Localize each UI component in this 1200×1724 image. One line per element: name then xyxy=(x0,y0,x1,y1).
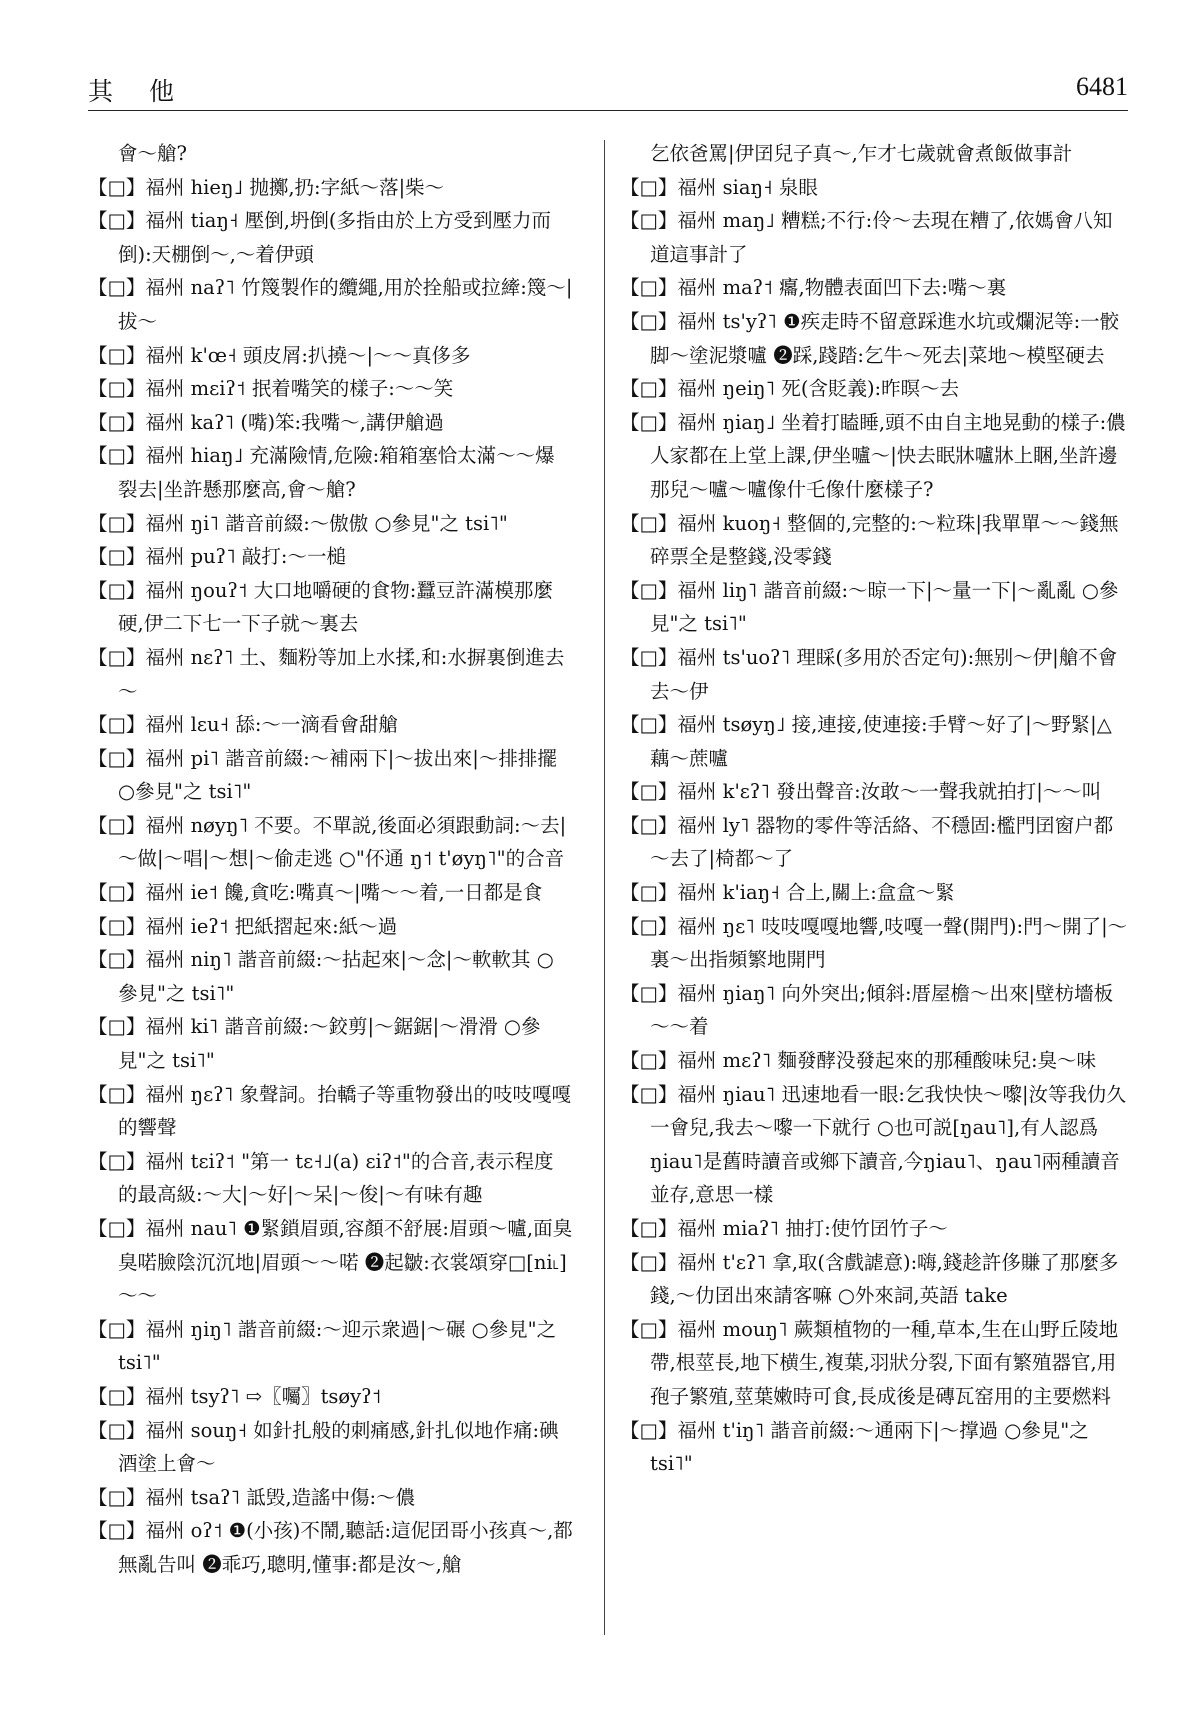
dictionary-entry: 【□】福州 kuoŋ˧ 整個的,完整的:～粒珠|我單單～～錢無碎票全是整錢,没零錢 xyxy=(620,511,1119,569)
dictionary-entry: 【□】福州 tsøyŋ˩ 接,連接,使連接:手臂～好了|～野緊|△藕～蔗嚧 xyxy=(620,713,1112,770)
dictionary-entry: 【□】福州 mɛʔ˥ 麵發酵没發起來的那種酸味兒:臭～味 xyxy=(620,1049,1097,1073)
dictionary-entry: 【□】福州 mouŋ˥ 蕨類植物的一種,草本,生在山野丘陵地帶,根莖長,地下横生,複葉,羽狀分裂,下面有繁殖器官,用孢子繁殖,莖葉嫩時可食,長成後是磚瓦窑用的主要燃料 xyxy=(620,1317,1119,1408)
dictionary-entry: 【□】福州 mɛiʔ˦ 抿着嘴笑的樣子:～～笑 xyxy=(88,377,454,401)
right-column xyxy=(620,137,1128,1481)
dictionary-entry: 【□】福州 ieʔ˦ 把紙摺起來:紙～過 xyxy=(88,914,398,938)
dictionary-entry: 【□】福州 ŋɛʔ˥ 象聲詞。抬轎子等重物發出的吱吱嘎嘎的響聲 xyxy=(88,1082,572,1140)
dictionary-entry: 【□】福州 ki˥ 諧音前綴:～鉸剪|～鋸鋸|～滑滑 ○參見"之 tsi˥" xyxy=(88,1015,541,1073)
dictionary-entry: 【□】福州 ŋiaŋ˥ 向外突出;傾斜:厝屋檐～出來|壁枋墻板～～着 xyxy=(620,981,1114,1039)
dictionary-entry: 【□】福州 tsaʔ˥ 詆毁,造謠中傷:～儂 xyxy=(88,1485,416,1509)
dictionary-entry: 【□】福州 k'œ˧ 頭皮屑:扒撓～|～～真侈多 xyxy=(88,343,471,367)
dictionary-entry: 【□】福州 nɛʔ˥ 土、麵粉等加上水揉,和:水摒裏倒進去～ xyxy=(88,645,565,703)
page-number: 6481 xyxy=(1076,72,1128,101)
dictionary-entry: 【□】福州 miaʔ˥ 抽打:使竹囝竹子～ xyxy=(620,1217,948,1240)
dictionary-entry: 【□】福州 hieŋ˩ 抛擲,扔:字紙～落|柴～ xyxy=(88,175,445,199)
section-title: 其 他 xyxy=(88,77,188,106)
dictionary-entry: 【□】福州 liŋ˥ 諧音前綴:～晾一下|～量一下|～亂亂 ○參見"之 tsi˥" xyxy=(620,578,1119,636)
dictionary-entry: 【□】福州 lɛu˧ 舔:～一滴看會甜艙 xyxy=(88,713,398,737)
dictionary-entry: 【□】福州 tɛiʔ˦ "第一 tɛ˧˩(a) ɛiʔ˦"的合音,表示程度的最高級:～大|～好|～呆|～俊|～有味有趣 xyxy=(88,1149,554,1207)
dictionary-entry: 【□】福州 oʔ˦ ❶(小孩)不鬧,聽話:這伲囝哥小孩真～,都無亂告叫 ❷乖巧,聰明,懂事:都是汝～,艙 xyxy=(88,1519,573,1576)
dictionary-entry: 【□】福州 ly˥ 器物的零件等活絡、不穩固:檻門囝窗户都～去了|椅都～了 xyxy=(620,813,1114,871)
dictionary-entry: 【□】福州 puʔ˥ 敲打:～一槌 xyxy=(88,545,347,569)
dictionary-entry: 【□】福州 hiaŋ˩ 充滿險情,危險:箱箱塞恰太滿～～爆裂去|坐許懸那麼高,會～艙? xyxy=(88,444,555,501)
column-divider xyxy=(604,140,605,1635)
dictionary-entry: 【□】福州 ie˦ 饞,貪吃:嘴真～|嘴～～着,一日都是食 xyxy=(88,881,543,905)
left-column xyxy=(88,137,573,1582)
dictionary-entry: 【□】福州 k'iaŋ˧ 合上,關上:盒盒～緊 xyxy=(620,881,955,905)
dictionary-entry: 【□】福州 maŋ˩ 糟糕;不行:伶～去現在糟了,依媽會八知道這事計了 xyxy=(620,209,1113,266)
dictionary-entry: 【□】福州 ŋiaŋ˩ 坐着打瞌睡,頭不由自主地晃動的樣子:儂人家都在上堂上課,伊坐嚧～|快去眠牀嚧牀上睏,坐許邊那兒～嚧～嚧像什乇像什麼樣子? xyxy=(620,410,1126,501)
dictionary-entry: 【□】福州 ŋouʔ˦ 大口地嚼硬的食物:蠶豆許滿模那麼硬,伊二下七一下子就～裏去 xyxy=(88,578,553,636)
continuation-text: 會～艙? xyxy=(118,142,187,165)
dictionary-entry: 【□】福州 tiaŋ˧ 壓倒,坍倒(多指由於上方受到壓力而倒):天棚倒～,～着伊頭 xyxy=(88,209,552,266)
dictionary-entry: 【□】福州 k'ɛʔ˥ 發出聲音:汝敢～一聲我就拍打|～～叫 xyxy=(620,780,1102,804)
dictionary-entry: 【□】福州 naʔ˥ 竹篾製作的纜繩,用於拴船或拉縴:篾～|拔～ xyxy=(88,276,573,333)
right-entry-list xyxy=(620,171,1128,1481)
dictionary-entry: 【□】福州 ŋiŋ˥ 諧音前綴:～迎示衆過|～碾 ○參見"之 tsi˥" xyxy=(88,1317,557,1375)
dictionary-entry: 【□】福州 maʔ˦ 癟,物體表面凹下去:嘴～裏 xyxy=(620,276,1007,300)
dictionary-entry: 【□】福州 nøyŋ˥ 不要。不單説,後面必須跟動詞:～去|～做|～唱|～想|～偷走逃 ○"伓通 ŋ˦ t'øyŋ˥"的合音 xyxy=(88,813,567,871)
dictionary-entry: 【□】福州 kaʔ˥ (嘴)笨:我嘴～,講伊艙過 xyxy=(88,410,444,434)
dictionary-entry: 【□】福州 ts'yʔ˥ ❶疾走時不留意踩進水坑或爛泥等:一骹脚～塗泥漿嚧 ❷踩,踐踏:乞牛～死去|菜地～模堅硬去 xyxy=(620,309,1120,367)
dictionary-entry: 【□】福州 ŋiau˥ 迅速地看一眼:乞我快快～嚟|汝等我仂久一會兒,我去～嚟一下就行 ○也可説[ŋau˥],有人認爲ŋiau˥是舊時讀音或鄉下讀音,今ŋiau˥、ŋau˥兩種讀音並存,意思一樣 xyxy=(620,1082,1127,1207)
dictionary-entry: 【□】福州 t'iŋ˥ 諧音前綴:～通兩下|～撑過 ○參見"之 tsi˥" xyxy=(620,1418,1089,1476)
dictionary-entry: 【□】福州 ts'uoʔ˥ 理睬(多用於否定句):無别～伊|艙不會去～伊 xyxy=(620,645,1118,703)
dictionary-entry: 【□】福州 ŋi˥ 諧音前綴:～傲傲 ○參見"之 tsi˥" xyxy=(88,511,508,535)
continuation-text: 乞依爸罵|伊囝兒子真～,乍才七歲就會煮飯做事計 xyxy=(650,142,1073,165)
header-rule xyxy=(88,110,1128,111)
dictionary-entry: 【□】福州 souŋ˧ 如針扎般的刺痛感,針扎似地作痛:碘酒塗上會～ xyxy=(88,1418,559,1476)
dictionary-entry: 【□】福州 ŋɛ˥ 吱吱嘎嘎地響,吱嘎一聲(開門):門～開了|～裏～出指頻繁地開門 xyxy=(620,914,1128,972)
dictionary-entry: 【□】福州 ŋeiŋ˥ 死(含貶義):昨暝～去 xyxy=(620,377,960,401)
dictionary-entry: 【□】福州 tsyʔ˥ ⇨〖囑〗tsøyʔ˦ xyxy=(88,1384,382,1408)
dictionary-entry: 【□】福州 t'ɛʔ˥ 拿,取(含戲謔意):嗨,錢趁許侈賺了那麼多錢,～仂囝出來請客嘛 ○外來詞,英語 take xyxy=(620,1250,1119,1308)
dictionary-entry: 【□】福州 siaŋ˧ 泉眼 xyxy=(620,175,818,199)
dictionary-entry: 【□】福州 niŋ˥ 諧音前綴:～拈起來|～念|～軟軟其 ○參見"之 tsi˥" xyxy=(88,948,554,1005)
dictionary-entry: 【□】福州 nau˥ ❶緊鎖眉頭,容顏不舒展:眉頭～嚧,面臭臭喏臉陰沉沉地|眉頭～～喏 ❷起皺:衣裳頌穿□[ni˪]～～ xyxy=(88,1217,573,1308)
dictionary-entry: 【□】福州 pi˥ 諧音前綴:～補兩下|～拔出來|～排排擺 ○參見"之 tsi˥" xyxy=(88,746,557,804)
left-entry-list xyxy=(88,171,573,1582)
page-header xyxy=(88,72,1128,112)
